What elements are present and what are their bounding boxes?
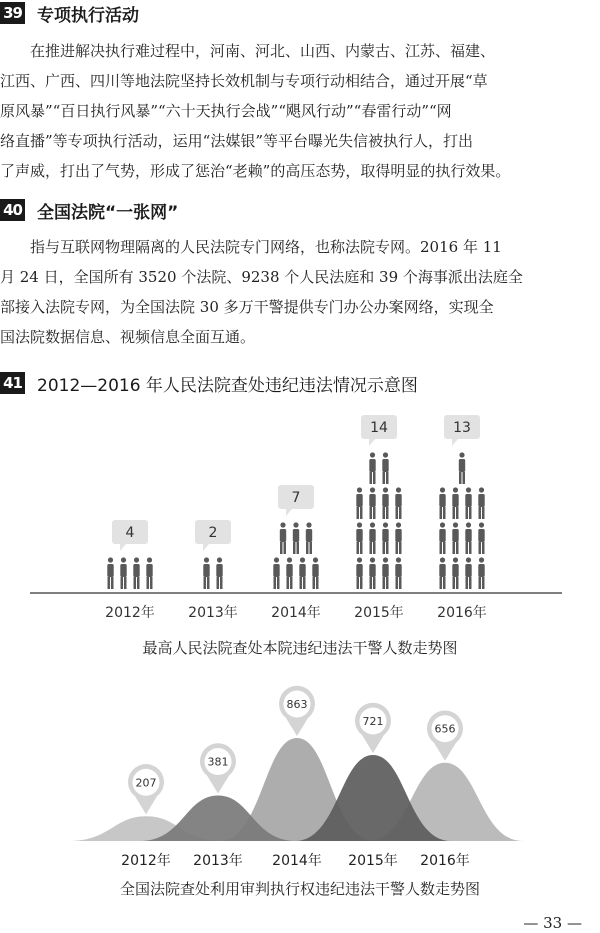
person-body: [395, 564, 401, 577]
person-body: [459, 459, 465, 472]
person-leg: [386, 507, 389, 519]
section-title: 2012—2016 年人民法院查处违纪违法情况示意图: [37, 375, 418, 396]
chart-2-caption: 全国法院查处利用审判执行权违纪违法干警人数走势图: [119, 880, 480, 898]
data-label: 207: [135, 776, 157, 790]
person-body: [465, 529, 471, 542]
person-leg: [399, 507, 402, 519]
person-body: [382, 564, 388, 577]
person-body: [369, 529, 375, 542]
page-number: — 33 —: [523, 914, 582, 932]
person-body: [439, 529, 445, 542]
x-tick-label: 2013年: [193, 853, 243, 869]
person-leg: [443, 577, 446, 589]
person-leg: [396, 507, 399, 519]
person-head: [466, 557, 471, 562]
value-pin: [200, 743, 236, 793]
person-leg: [479, 507, 482, 519]
person-leg: [456, 542, 459, 554]
person-leg: [220, 577, 223, 589]
person-leg: [383, 507, 386, 519]
person-body: [478, 494, 484, 507]
paragraph-line: 江西、广西、四川等地法院坚持长效机制与专项行动相结合，通过开展“草: [0, 72, 488, 90]
person-body: [395, 529, 401, 542]
person-head: [459, 452, 464, 457]
value-pin: [427, 710, 463, 760]
person-leg: [310, 542, 313, 554]
person-leg: [456, 577, 459, 589]
person-body: [203, 564, 209, 577]
person-body: [299, 564, 305, 577]
person-leg: [357, 542, 360, 554]
x-tick-label: 2016年: [420, 853, 470, 869]
person-leg: [469, 577, 472, 589]
pictogram-bar: [439, 452, 484, 589]
x-tick-label: 2012年: [105, 605, 155, 621]
person-leg: [204, 577, 207, 589]
person-head: [466, 522, 471, 527]
data-label: 863: [286, 698, 308, 711]
person-leg: [108, 577, 111, 589]
person-leg: [357, 577, 360, 589]
person-leg: [453, 507, 456, 519]
person-head: [466, 487, 471, 492]
person-body: [356, 564, 362, 577]
section-title: 专项执行活动: [37, 5, 139, 26]
person-leg: [482, 542, 485, 554]
person-leg: [207, 577, 210, 589]
paragraph-line: 原风暴”“百日执行风暴”“六十天执行会战”“飓风行动”“春雷行动”“网: [0, 102, 452, 120]
person-leg: [373, 542, 376, 554]
person-body: [439, 494, 445, 507]
person-leg: [466, 542, 469, 554]
person-body: [133, 564, 139, 577]
person-leg: [370, 577, 373, 589]
person-head: [287, 557, 292, 562]
person-leg: [453, 542, 456, 554]
callout-pointer: [286, 509, 292, 516]
person-body: [120, 564, 126, 577]
paragraph-line: 络直播”等专项执行活动，运用“法媒银”等平台曝光失信被执行人，打出: [0, 132, 474, 150]
person-leg: [443, 542, 446, 554]
x-tick-label: 2015年: [354, 605, 404, 621]
person-head: [440, 522, 445, 527]
person-leg: [217, 577, 220, 589]
person-head: [217, 557, 222, 562]
person-head: [313, 557, 318, 562]
person-head: [357, 487, 362, 492]
person-head: [147, 557, 152, 562]
chart-1-caption: 最高人民法院查处本院违纪违法干警人数走势图: [142, 639, 458, 657]
person-leg: [274, 577, 277, 589]
data-label: 656: [434, 722, 456, 736]
person-leg: [399, 577, 402, 589]
person-leg: [290, 577, 293, 589]
person-head: [453, 522, 458, 527]
person-leg: [357, 507, 360, 519]
person-leg: [360, 507, 363, 519]
person-leg: [399, 542, 402, 554]
person-leg: [373, 472, 376, 484]
person-head: [370, 452, 375, 457]
value-callout: [278, 485, 314, 516]
person-head: [383, 522, 388, 527]
section-number: 41: [0, 372, 25, 394]
person-head: [383, 452, 388, 457]
data-label: 14: [370, 420, 388, 436]
person-leg: [459, 472, 462, 484]
person-leg: [440, 577, 443, 589]
person-body: [395, 494, 401, 507]
person-leg: [303, 577, 306, 589]
person-head: [204, 557, 209, 562]
paragraph-line: 国法院数据信息、视频信息全面互通。: [0, 328, 256, 346]
person-body: [312, 564, 318, 577]
person-leg: [469, 507, 472, 519]
person-leg: [479, 542, 482, 554]
person-head: [134, 557, 139, 562]
person-body: [439, 564, 445, 577]
person-head: [306, 522, 311, 527]
person-leg: [316, 577, 319, 589]
data-label: 13: [453, 420, 471, 436]
person-body: [293, 529, 299, 542]
person-head: [396, 557, 401, 562]
person-body: [382, 529, 388, 542]
person-leg: [287, 577, 290, 589]
x-tick-label: 2014年: [272, 853, 322, 869]
person-leg: [466, 577, 469, 589]
callout-pointer: [120, 544, 126, 551]
person-head: [479, 557, 484, 562]
person-leg: [293, 542, 296, 554]
pictogram-bar: [356, 452, 401, 589]
person-head: [300, 557, 305, 562]
person-body: [280, 529, 286, 542]
data-label: 721: [362, 714, 384, 728]
person-head: [293, 522, 298, 527]
value-callout: [112, 520, 148, 551]
person-leg: [121, 577, 124, 589]
person-leg: [456, 507, 459, 519]
person-head: [108, 557, 113, 562]
person-head: [440, 557, 445, 562]
value-pin: [355, 703, 391, 753]
person-leg: [280, 542, 283, 554]
person-leg: [383, 577, 386, 589]
x-tick-label: 2015年: [348, 853, 398, 869]
person-body: [369, 459, 375, 472]
person-leg: [463, 472, 466, 484]
value-callout: [444, 415, 480, 446]
person-leg: [360, 542, 363, 554]
person-body: [146, 564, 152, 577]
section-41-header: [0, 371, 418, 395]
person-body: [369, 564, 375, 577]
person-body: [465, 564, 471, 577]
person-head: [479, 522, 484, 527]
person-body: [356, 529, 362, 542]
callout-pointer: [452, 439, 458, 446]
section-40-paragraph: [0, 232, 600, 352]
data-label: 381: [207, 755, 229, 769]
paragraph-line: 指与互联网物理隔离的人民法院专门网络，也称法院专网。2016 年 11: [30, 238, 502, 256]
person-body: [306, 529, 312, 542]
person-body: [478, 564, 484, 577]
x-tick-label: 2012年: [121, 853, 171, 869]
value-callout: [361, 415, 397, 446]
person-head: [370, 487, 375, 492]
person-body: [382, 494, 388, 507]
paragraph-line: 了声威，打出了气势，形成了惩治“老赖”的高压态势，取得明显的执行效果。: [0, 162, 511, 180]
person-leg: [306, 542, 309, 554]
person-head: [357, 557, 362, 562]
value-callout: [195, 520, 231, 551]
callout-pointer: [369, 439, 375, 446]
section-number: 40: [0, 199, 25, 221]
section-title: 全国法院“一张网”: [37, 202, 179, 223]
person-head: [396, 522, 401, 527]
person-leg: [386, 542, 389, 554]
section-number: 39: [0, 2, 25, 24]
person-body: [216, 564, 222, 577]
person-leg: [440, 507, 443, 519]
person-body: [452, 494, 458, 507]
person-leg: [469, 542, 472, 554]
person-leg: [482, 577, 485, 589]
value-pin: [128, 764, 164, 814]
person-leg: [111, 577, 114, 589]
person-leg: [383, 542, 386, 554]
person-leg: [466, 507, 469, 519]
person-leg: [147, 577, 150, 589]
person-head: [121, 557, 126, 562]
person-leg: [150, 577, 153, 589]
person-body: [107, 564, 113, 577]
x-tick-label: 2014年: [271, 605, 321, 621]
person-body: [369, 494, 375, 507]
person-leg: [443, 507, 446, 519]
person-leg: [386, 577, 389, 589]
person-leg: [360, 577, 363, 589]
pictogram-bar: [273, 522, 318, 589]
person-leg: [479, 577, 482, 589]
person-head: [280, 522, 285, 527]
person-leg: [453, 577, 456, 589]
person-leg: [370, 507, 373, 519]
person-head: [383, 487, 388, 492]
person-body: [452, 529, 458, 542]
person-leg: [386, 472, 389, 484]
person-leg: [300, 577, 303, 589]
value-pin: [279, 686, 315, 736]
person-body: [273, 564, 279, 577]
person-leg: [370, 472, 373, 484]
pictogram-bar: [203, 557, 222, 589]
callout-pointer: [203, 544, 209, 551]
person-leg: [297, 542, 300, 554]
data-label: 2: [208, 525, 218, 541]
person-leg: [440, 542, 443, 554]
person-head: [274, 557, 279, 562]
person-leg: [134, 577, 137, 589]
person-leg: [277, 577, 280, 589]
person-body: [286, 564, 292, 577]
person-body: [382, 459, 388, 472]
person-body: [465, 494, 471, 507]
person-body: [478, 529, 484, 542]
person-head: [370, 522, 375, 527]
x-tick-label: 2016年: [437, 605, 487, 621]
paragraph-line: 在推进解决执行难过程中，河南、河北、山西、内蒙古、江苏、福建、: [30, 42, 496, 60]
person-leg: [137, 577, 140, 589]
person-head: [396, 487, 401, 492]
person-head: [453, 487, 458, 492]
person-body: [452, 564, 458, 577]
section-40-header: [0, 198, 178, 222]
person-head: [357, 522, 362, 527]
person-head: [479, 487, 484, 492]
data-label: 7: [291, 490, 301, 506]
data-label: 4: [125, 525, 135, 541]
person-head: [440, 487, 445, 492]
person-leg: [284, 542, 287, 554]
mountain-chart: [0, 670, 600, 870]
person-leg: [124, 577, 127, 589]
person-head: [453, 557, 458, 562]
person-leg: [396, 577, 399, 589]
person-leg: [373, 577, 376, 589]
person-body: [356, 494, 362, 507]
person-leg: [482, 507, 485, 519]
section-39-paragraph: [0, 36, 600, 186]
pictogram-bar: [107, 557, 152, 589]
section-39-header: [0, 1, 139, 25]
person-leg: [313, 577, 316, 589]
person-leg: [383, 472, 386, 484]
paragraph-line: 部接入法院专网，为全国法院 30 多万干警提供专门办公办案网络，实现全: [0, 298, 494, 316]
person-head: [370, 557, 375, 562]
person-leg: [396, 542, 399, 554]
pictogram-chart: [0, 405, 600, 640]
person-leg: [373, 507, 376, 519]
person-leg: [370, 542, 373, 554]
paragraph-line: 月 24 日，全国所有 3520 个法院、9238 个人民法庭和 39 个海事派出法庭全: [0, 268, 523, 286]
x-tick-label: 2013年: [188, 605, 238, 621]
person-head: [383, 557, 388, 562]
